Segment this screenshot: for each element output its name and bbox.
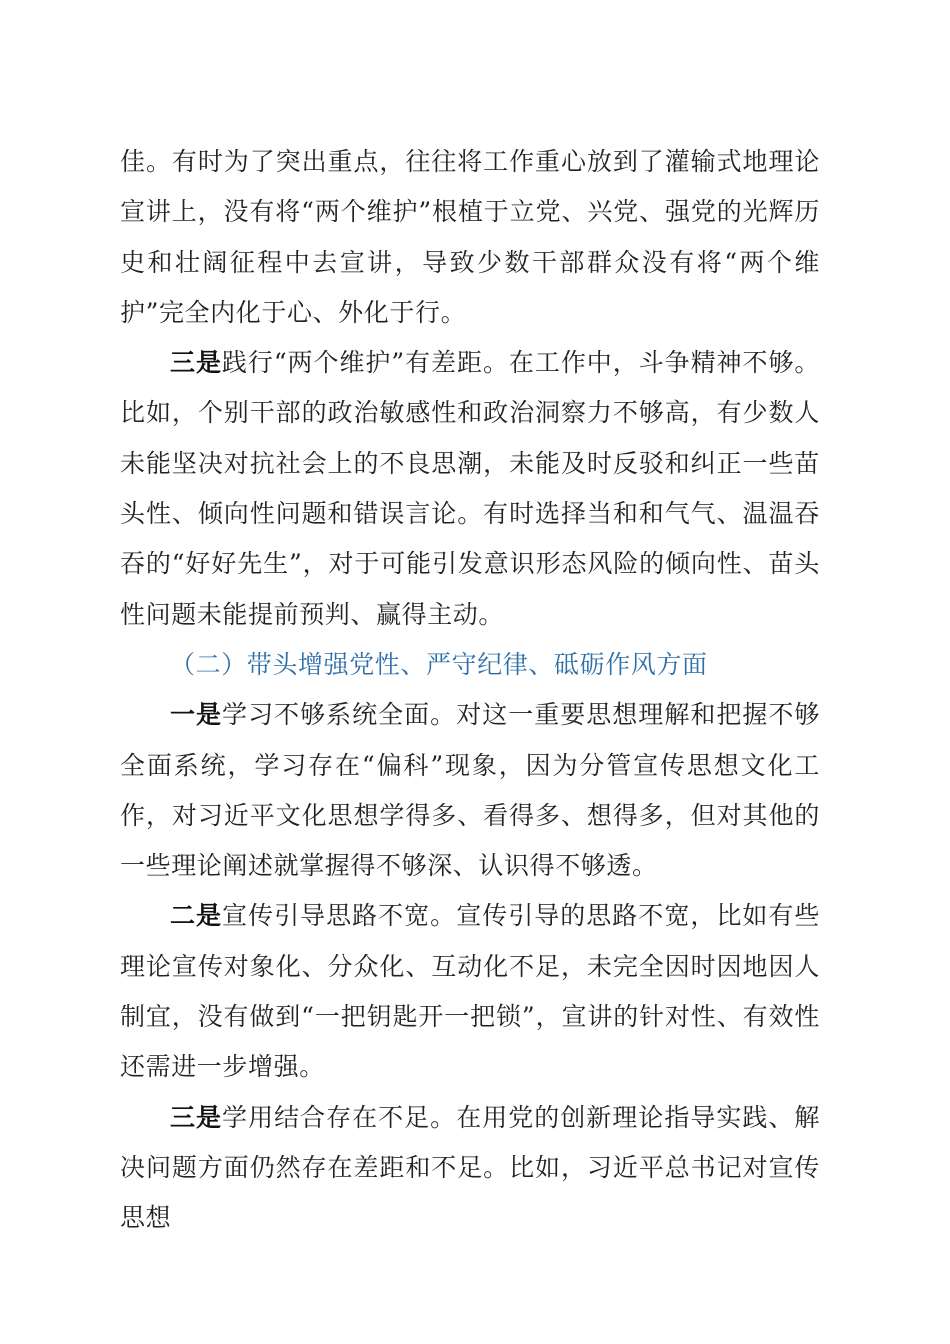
paragraph-point-three (120, 338, 820, 640)
paragraph-text: 践行“两个维护”有差距。在工作中，斗争精神不够。比如，个别干部的政治敏感性和政治洞察力不够高，有少数人未能坚决对抗社会上的不良思潮，未能及时反驳和纠正一些苗头性、倾向性问题和错误言论。有时选择当和和气气、温温吞吞的“好好先生”，对于可能引发意识形态风险的倾向性、苗头性问题未能提前预判、赢得主动。 (120, 348, 821, 629)
paragraph-point-one (120, 690, 820, 891)
paragraph-point-two (120, 891, 820, 1092)
paragraph-text: 宣传引导思路不宽。宣传引导的思路不宽，比如有些理论宣传对象化、分众化、互动化不足，未完全因时因地因人制宜，没有做到“一把钥匙开一把锁”，宣讲的针对性、有效性还需进一步增强。 (120, 901, 821, 1082)
paragraph-lead: 三是 (170, 1102, 223, 1132)
paragraph-lead: 二是 (170, 901, 223, 931)
paragraph-point-three-section (120, 1093, 820, 1244)
paragraph-text: 佳。有时为了突出重点，往往将工作重心放到了灌输式地理论宣讲上，没有将“两个维护”根植于立党、兴党、强党的光辉历史和壮阔征程中去宣讲，导致少数干部群众没有将“两个维护”完全内化于心、外化于行。 (120, 147, 820, 327)
section-heading: （二）带头增强党性、严守纪律、砥砺作风方面 (170, 649, 708, 679)
paragraph-text: 学用结合存在不足。在用党的创新理论指导实践、解决问题方面仍然存在差距和不足。比如，习近平总书记对宣传思想 (120, 1102, 821, 1233)
paragraph-lead: 三是 (170, 348, 222, 378)
paragraph-continuation (120, 137, 820, 338)
paragraph-text: 学习不够系统全面。对这一重要思想理解和把握不够全面系统，学习存在“偏科”现象，因为分管宣传思想文化工作，对习近平文化思想学得多、看得多、想得多，但对其他的一些理论阐述就掌握得不够深、认识得不够透。 (120, 700, 821, 881)
document-body (120, 137, 820, 1244)
paragraph-lead: 一是 (170, 700, 223, 730)
